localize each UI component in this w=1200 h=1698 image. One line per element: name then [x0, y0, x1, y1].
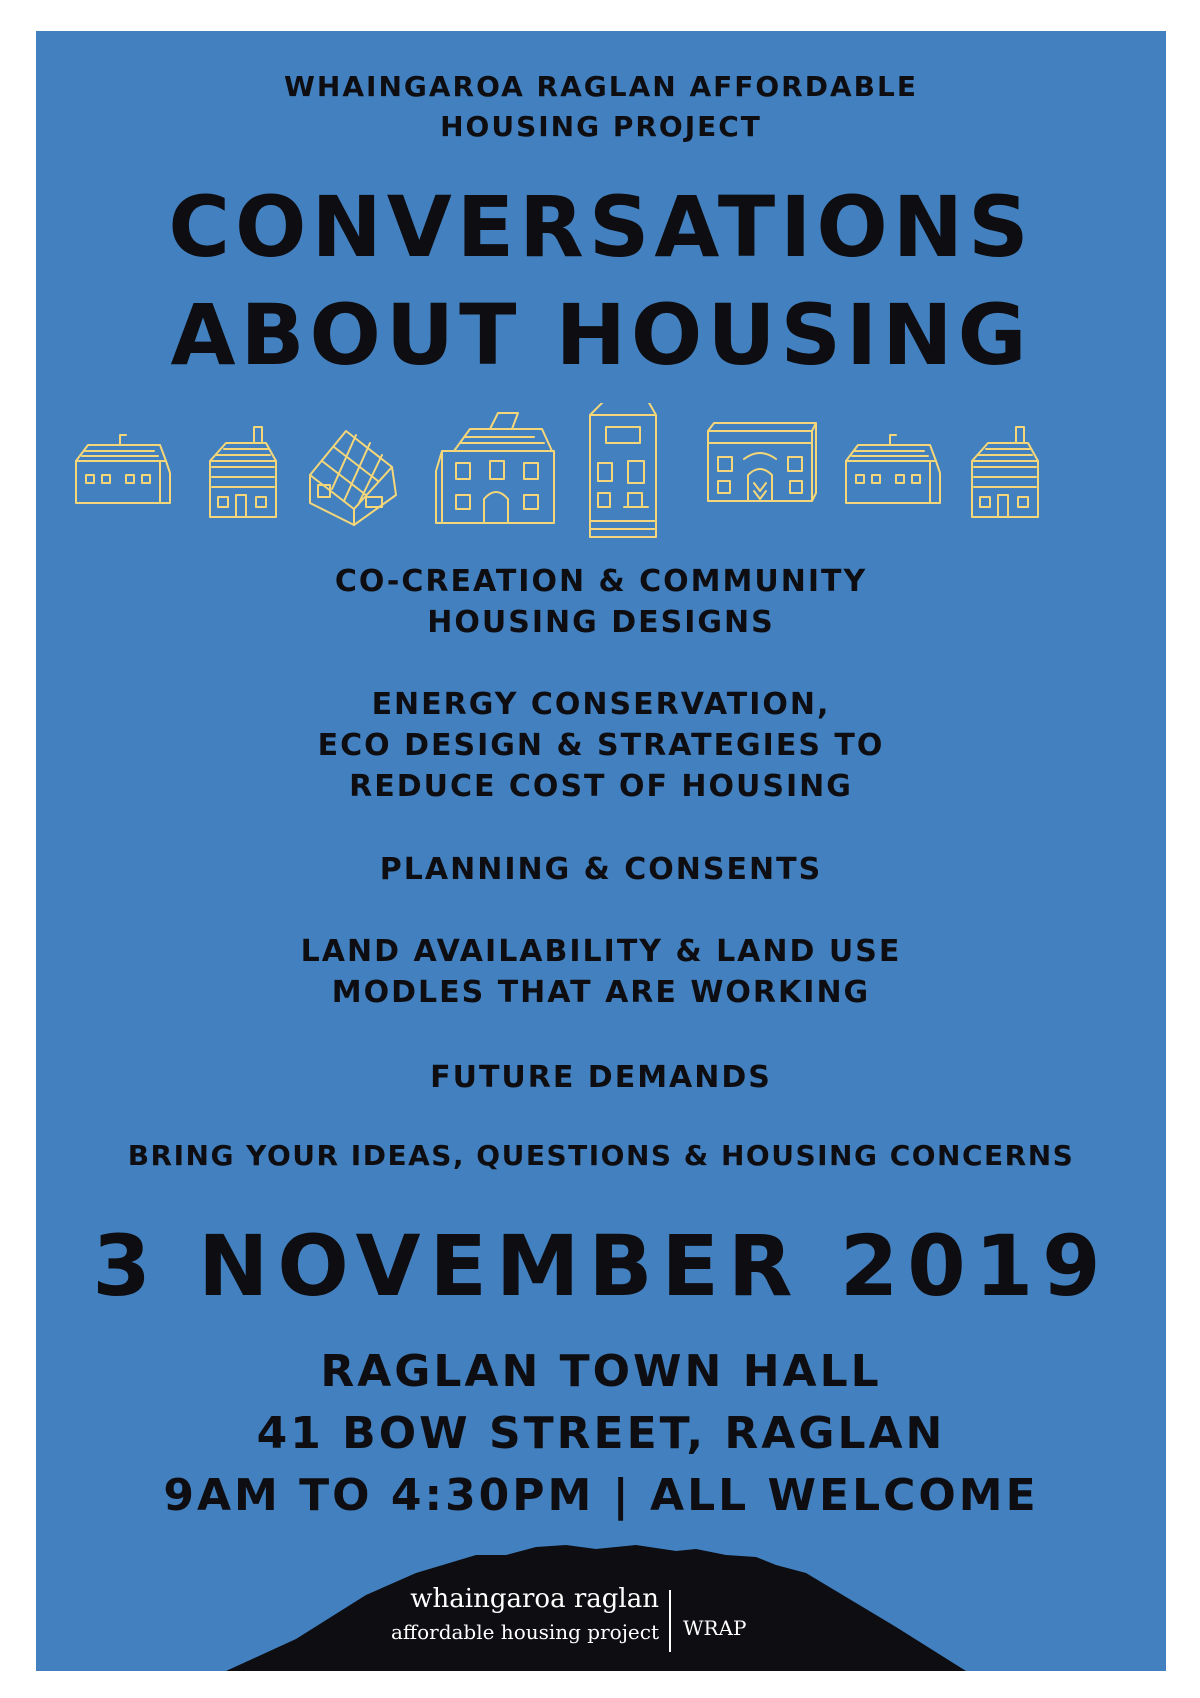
topic-line: REDUCE COST OF HOUSING: [349, 769, 853, 804]
poster: [36, 31, 1166, 1671]
organisation-name: [36, 67, 1166, 147]
house-icon: [972, 427, 1038, 517]
logo-divider: [669, 1590, 671, 1652]
event-date: 3 NOVEMBER 2019: [92, 1217, 1110, 1315]
wrap-logo: [390, 1584, 821, 1664]
topic-co-creation: [36, 561, 1166, 643]
topic-line: LAND AVAILABILITY & LAND USE: [300, 934, 902, 969]
title-line-2: ABOUT HOUSING: [170, 286, 1032, 384]
topic-line: CO-CREATION & COMMUNITY: [334, 564, 868, 599]
logo-line-1: whaingaroa raglan: [410, 1584, 659, 1614]
call-to-action: BRING YOUR IDEAS, QUESTIONS & HOUSING CONCERNS: [127, 1139, 1075, 1172]
topic-line: PLANNING & CONSENTS: [379, 852, 823, 887]
topic-land-availability: [36, 931, 1166, 1013]
topic-line: ENERGY CONSERVATION,: [371, 687, 831, 722]
topic-planning: [36, 849, 1166, 890]
venue-name: RAGLAN TOWN HALL: [320, 1346, 882, 1397]
topic-line: MODLES THAT ARE WORKING: [331, 975, 871, 1010]
house-icon: [210, 427, 276, 517]
topic-line: HOUSING DESIGNS: [427, 605, 775, 640]
house-icon: [310, 431, 396, 525]
logo-line-2: affordable housing project: [390, 1620, 659, 1644]
topic-energy-conservation: [36, 684, 1166, 807]
title-line-1: CONVERSATIONS: [168, 178, 1034, 276]
house-icon: [590, 403, 656, 537]
house-icon: [436, 413, 554, 523]
venue-details: [36, 1341, 1166, 1527]
topic-line: FUTURE DEMANDS: [430, 1060, 772, 1095]
org-line-2: HOUSING PROJECT: [440, 110, 762, 143]
topic-line: ECO DESIGN & STRATEGIES TO: [317, 728, 885, 763]
house-icon: [846, 435, 940, 503]
logo-abbreviation: WRAP: [683, 1616, 747, 1640]
org-line-1: WHAINGAROA RAGLAN AFFORDABLE: [284, 70, 918, 103]
houses-illustration: [36, 403, 1166, 553]
house-icon: [708, 423, 816, 501]
event-time: 9AM TO 4:30PM | ALL WELCOME: [163, 1470, 1039, 1521]
topic-future-demands: [36, 1057, 1166, 1098]
poster-title: [36, 173, 1166, 389]
house-icon: [76, 435, 170, 503]
venue-address: 41 BOW STREET, RAGLAN: [256, 1408, 946, 1459]
